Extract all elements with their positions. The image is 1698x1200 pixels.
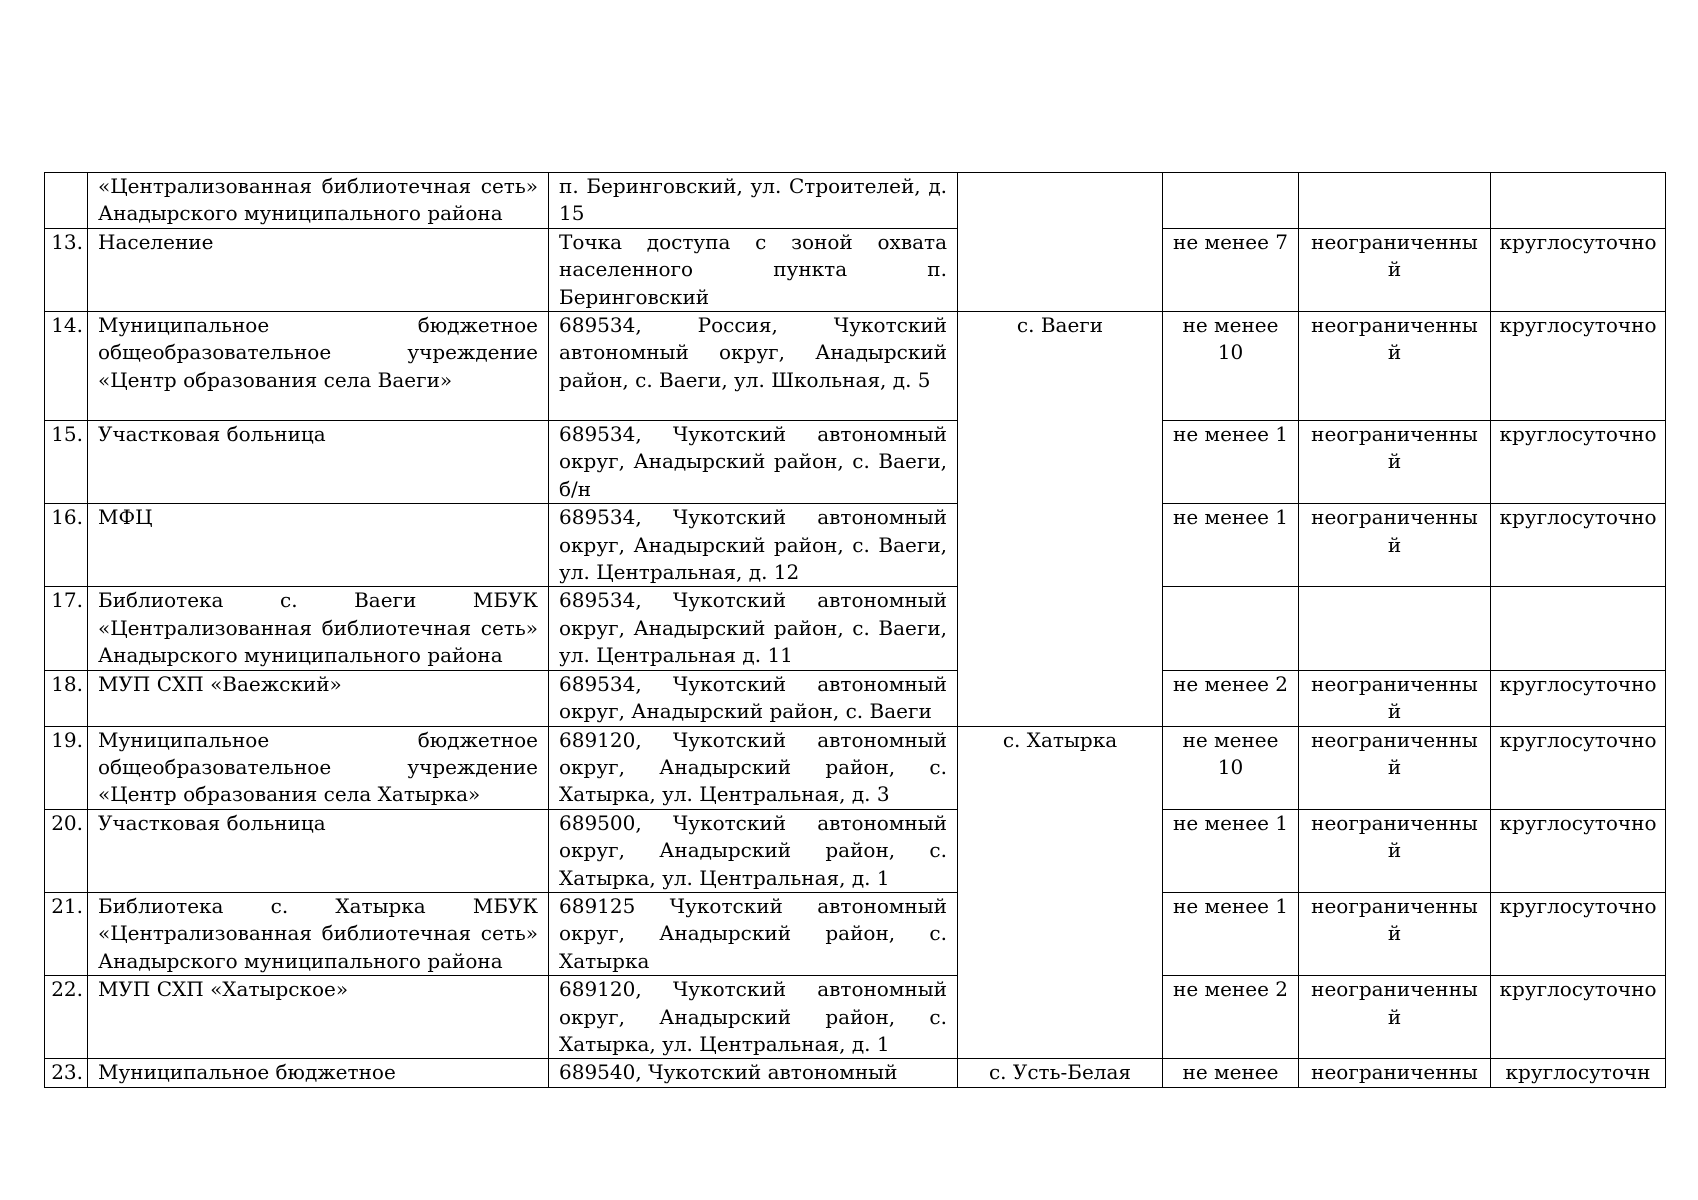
connection-speed	[1299, 587, 1491, 670]
working-hours: круглосуточн	[1491, 1059, 1666, 1087]
row-number: 13.	[45, 228, 88, 311]
working-hours	[1491, 173, 1666, 229]
address: 689534, Чукотский автономный округ, Анадырский район, с. Ваеги	[549, 670, 958, 726]
table-row	[45, 504, 1666, 587]
working-hours: круглосуточно	[1491, 421, 1666, 504]
locality: с. Ваеги	[958, 312, 1163, 726]
organization-name: «Централизованная библиотечная сеть» Анадырского муниципального района	[88, 173, 549, 229]
row-number: 16.	[45, 504, 88, 587]
table-row	[45, 228, 1666, 311]
row-number: 19.	[45, 726, 88, 809]
address: 689125 Чукотский автономный округ, Анадырский район, с. Хатырка	[549, 892, 958, 975]
connection-speed: неограниченный	[1299, 976, 1491, 1059]
access-point-count	[1163, 587, 1299, 670]
access-point-count: не менее 1	[1163, 892, 1299, 975]
row-number: 23.	[45, 1059, 88, 1087]
organization-name: Население	[88, 228, 549, 311]
row-number	[45, 173, 88, 229]
table-row	[45, 173, 1666, 229]
organization-name: Участковая больница	[88, 809, 549, 892]
row-number: 14.	[45, 312, 88, 421]
organization-name: Муниципальное бюджетное	[88, 1059, 549, 1087]
row-number: 18.	[45, 670, 88, 726]
connection-speed: неограниченный	[1299, 421, 1491, 504]
table-row	[45, 892, 1666, 975]
connection-speed: неограниченный	[1299, 892, 1491, 975]
row-number: 20.	[45, 809, 88, 892]
access-point-count: не менее 10	[1163, 726, 1299, 809]
access-point-count: не менее 1	[1163, 809, 1299, 892]
address: 689534, Россия, Чукотский автономный округ, Анадырский район, с. Ваеги, ул. Школьная, д. 5	[549, 312, 958, 421]
access-point-count: не менее 1	[1163, 421, 1299, 504]
table-row	[45, 726, 1666, 809]
working-hours: круглосуточно	[1491, 976, 1666, 1059]
access-point-count	[1163, 173, 1299, 229]
organization-name: МУП СХП «Хатырское»	[88, 976, 549, 1059]
working-hours: круглосуточно	[1491, 504, 1666, 587]
locality: с. Хатырка	[958, 726, 1163, 1059]
address: Точка доступа с зоной охвата населенного пункта п. Беринговский	[549, 228, 958, 311]
access-point-count: не менее 2	[1163, 976, 1299, 1059]
table-row	[45, 670, 1666, 726]
row-number: 15.	[45, 421, 88, 504]
table-row	[45, 1059, 1666, 1087]
connection-speed: неограниченный	[1299, 809, 1491, 892]
row-number: 21.	[45, 892, 88, 975]
working-hours: круглосуточно	[1491, 312, 1666, 421]
table-row	[45, 976, 1666, 1059]
address: п. Беринговский, ул. Строителей, д. 15	[549, 173, 958, 229]
address: 689120, Чукотский автономный округ, Анадырский район, с. Хатырка, ул. Центральная, д. 3	[549, 726, 958, 809]
row-number: 22.	[45, 976, 88, 1059]
address: 689534, Чукотский автономный округ, Анадырский район, с. Ваеги, ул. Центральная, д. 12	[549, 504, 958, 587]
address: 689534, Чукотский автономный округ, Анадырский район, с. Ваеги, б/н	[549, 421, 958, 504]
connection-speed: неограниченный	[1299, 670, 1491, 726]
access-point-count: не менее 10	[1163, 312, 1299, 421]
organization-name: МУП СХП «Ваежский»	[88, 670, 549, 726]
connection-speed: неограниченный	[1299, 228, 1491, 311]
access-point-count: не менее 7	[1163, 228, 1299, 311]
table-row	[45, 587, 1666, 670]
address: 689120, Чукотский автономный округ, Анадырский район, с. Хатырка, ул. Центральная, д. 1	[549, 976, 958, 1059]
working-hours: круглосуточно	[1491, 670, 1666, 726]
organization-name: Участковая больница	[88, 421, 549, 504]
row-number: 17.	[45, 587, 88, 670]
working-hours: круглосуточно	[1491, 892, 1666, 975]
access-point-count: не менее 1	[1163, 504, 1299, 587]
working-hours: круглосуточно	[1491, 228, 1666, 311]
connection-speed: неограниченный	[1299, 312, 1491, 421]
connection-speed	[1299, 173, 1491, 229]
table-row	[45, 312, 1666, 421]
organization-name: МФЦ	[88, 504, 549, 587]
locality-cell-empty	[958, 173, 1163, 312]
connection-speed: неограниченны	[1299, 1059, 1491, 1087]
facilities-table	[44, 172, 1666, 1088]
working-hours: круглосуточно	[1491, 809, 1666, 892]
table-row	[45, 421, 1666, 504]
access-point-count: не менее 2	[1163, 670, 1299, 726]
address: 689534, Чукотский автономный округ, Анадырский район, с. Ваеги, ул. Центральная д. 11	[549, 587, 958, 670]
connection-speed: неограниченный	[1299, 504, 1491, 587]
connection-speed: неограниченный	[1299, 726, 1491, 809]
working-hours: круглосуточно	[1491, 726, 1666, 809]
organization-name: Библиотека с. Хатырка МБУК «Централизованная библиотечная сеть» Анадырского муниципального района	[88, 892, 549, 975]
table-row	[45, 809, 1666, 892]
access-point-count: не менее	[1163, 1059, 1299, 1087]
organization-name: Библиотека с. Ваеги МБУК «Централизованная библиотечная сеть» Анадырского муниципального района	[88, 587, 549, 670]
organization-name: Муниципальное бюджетное общеобразовательное учреждение «Центр образования села Ваеги»	[88, 312, 549, 421]
address: 689540, Чукотский автономный	[549, 1059, 958, 1087]
locality: с. Усть-Белая	[958, 1059, 1163, 1087]
organization-name: Муниципальное бюджетное общеобразовательное учреждение «Центр образования села Хатырка»	[88, 726, 549, 809]
working-hours	[1491, 587, 1666, 670]
address: 689500, Чукотский автономный округ, Анадырский район, с. Хатырка, ул. Центральная, д. 1	[549, 809, 958, 892]
